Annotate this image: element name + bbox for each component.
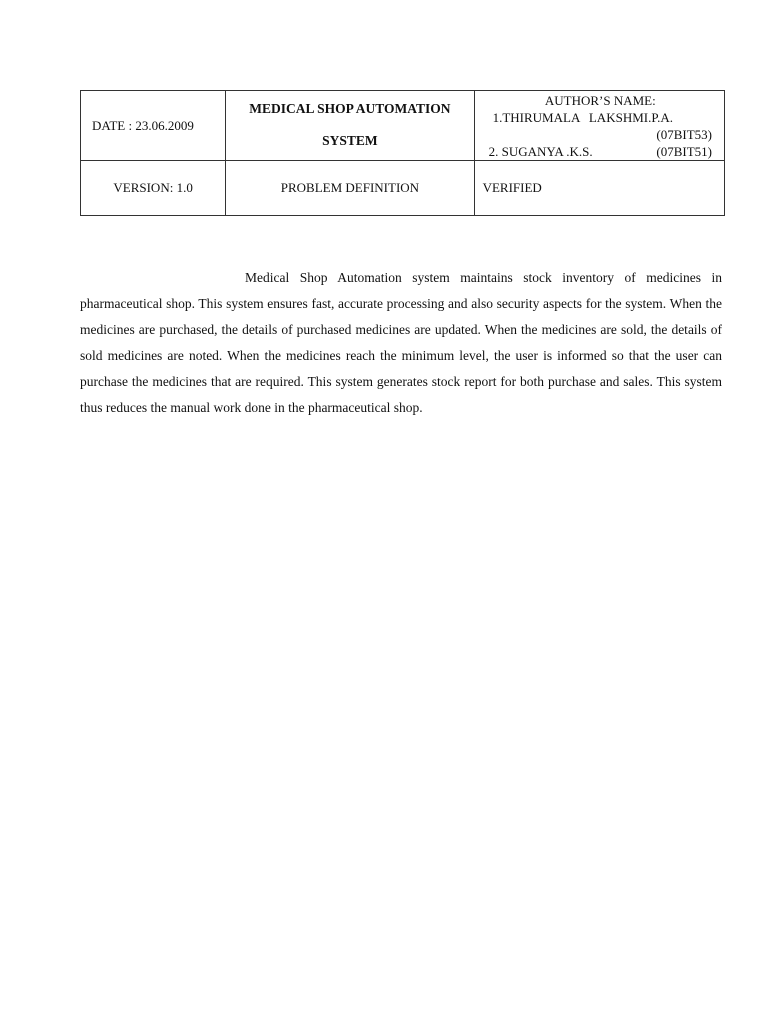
title-cell [226, 91, 474, 161]
author-2-name: 2. SUGANYA .K.S. [488, 143, 593, 159]
version-cell [81, 161, 226, 216]
authors-cell [474, 91, 724, 161]
document-title-line2: SYSTEM [322, 132, 378, 148]
authors-block [475, 92, 724, 160]
author-1-id: (07BIT53) [656, 126, 712, 142]
header-row-top [81, 91, 725, 161]
date-text: DATE : 23.06.2009 [92, 117, 194, 133]
author-2-id: (07BIT51) [656, 143, 712, 159]
status-cell [474, 161, 724, 216]
problem-definition-paragraph: Medical Shop Automation system maintains stock inventory of medicines in pharmaceutical shop. This system ensures fast, accurate processing and also security aspects for the system. When the medicines are purchased, the details of purchased medicines are updated. When the medicines are sold, the details of sold medicines are noted. When the medicines reach the minimum level, the user is informed so that the user can purchase the medicines that are required. This system generates stock report for both purchase and sales. This system thus reduces the manual work done in the pharmaceutical shop. [80, 270, 722, 415]
document-header-table [80, 90, 725, 216]
version-text: VERSION: 1.0 [113, 180, 193, 195]
phase-cell [226, 161, 474, 216]
phase-text: PROBLEM DEFINITION [280, 180, 420, 195]
status-text: VERIFIED [482, 180, 542, 195]
header-row-bottom [81, 161, 725, 216]
author-1-name: 1.THIRUMALA LAKSHMI.P.A. [492, 109, 674, 125]
date-cell [81, 91, 226, 161]
author-2-row [489, 143, 712, 160]
authors-heading: AUTHOR’S NAME: [544, 92, 656, 108]
document-title-line1: MEDICAL SHOP AUTOMATION [249, 100, 451, 116]
